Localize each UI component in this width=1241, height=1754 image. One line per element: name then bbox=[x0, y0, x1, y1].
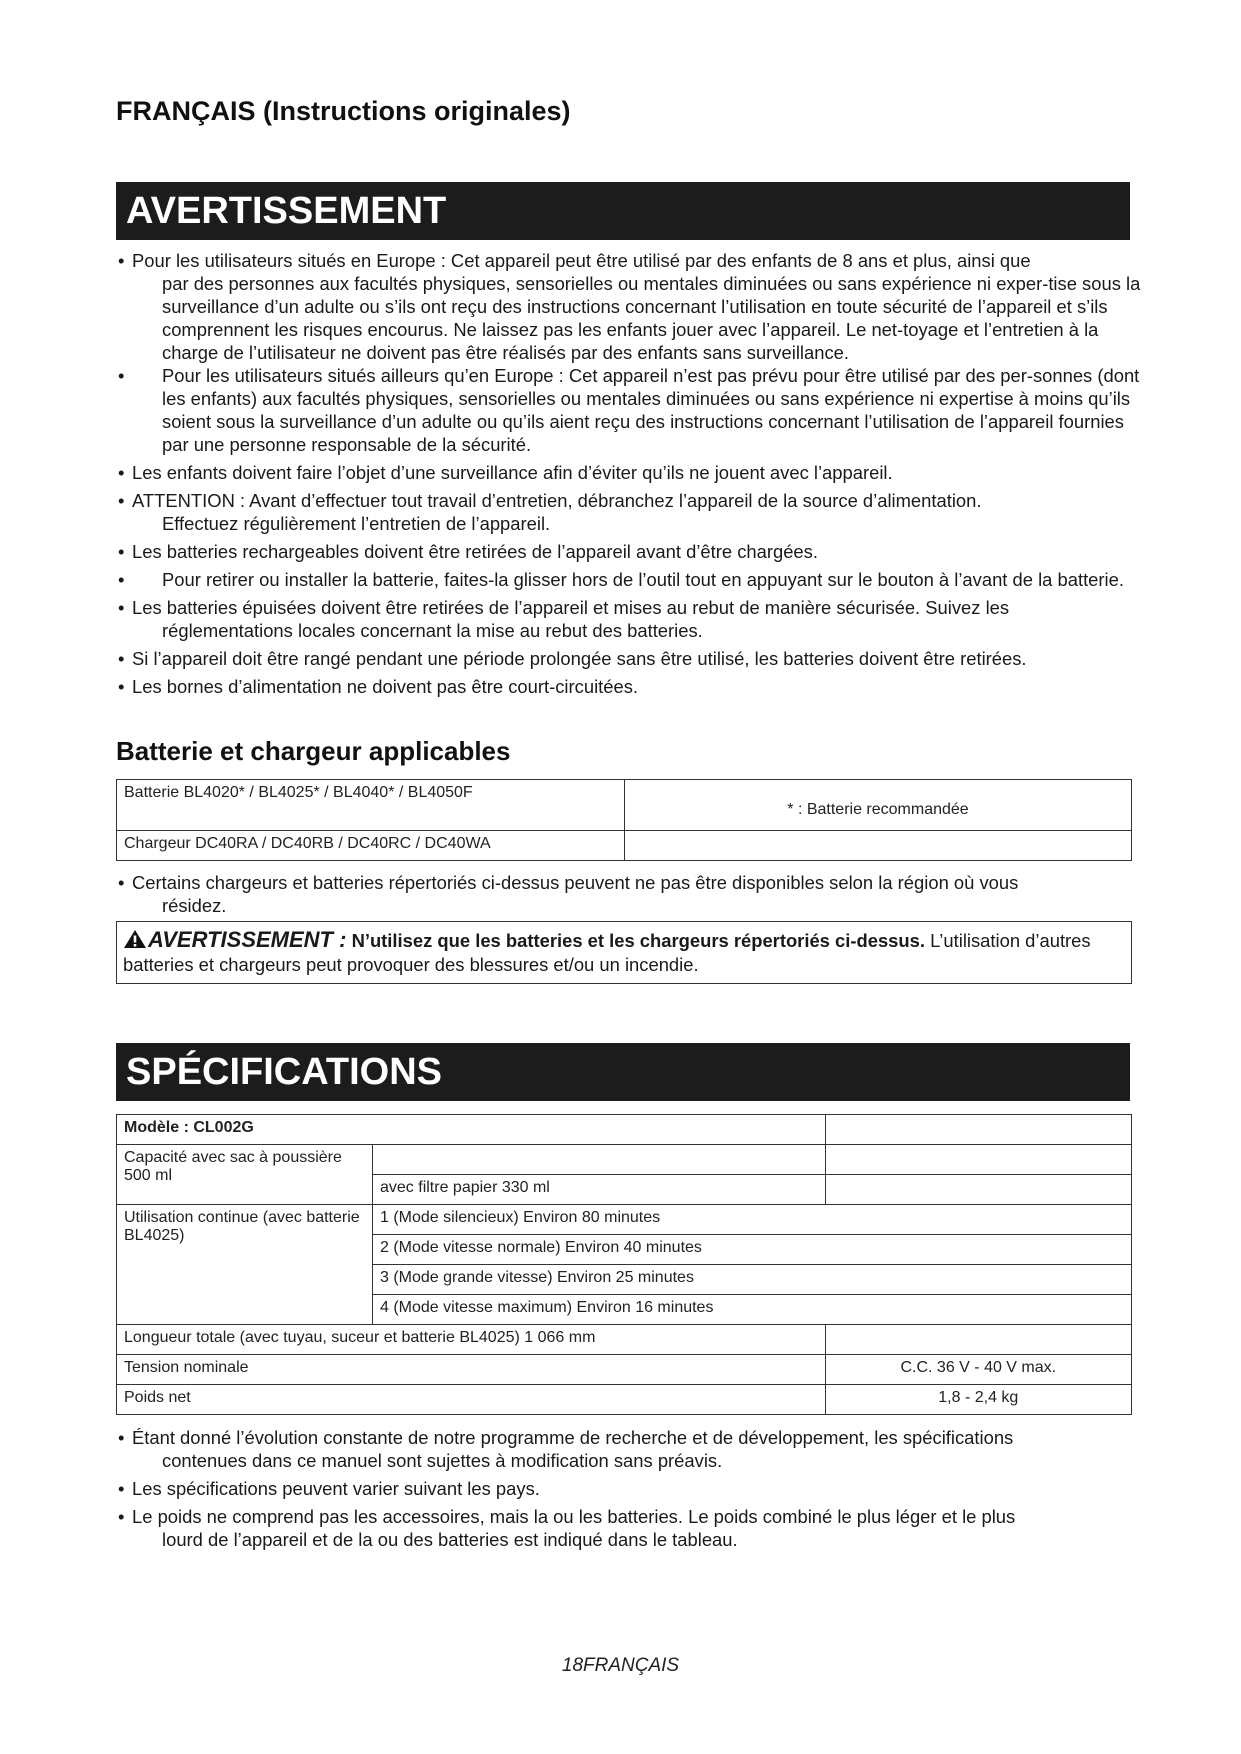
voltage-value: C.C. 36 V - 40 V max. bbox=[825, 1355, 1131, 1385]
weight-value: 1,8 - 2,4 kg bbox=[825, 1385, 1131, 1415]
mode-row: 4 (Mode vitesse maximum) Environ 16 minutes bbox=[373, 1295, 1132, 1325]
page-number: 18FRANÇAIS bbox=[561, 1655, 680, 1676]
list-item: • Étant donné l’évolution constante de notre programme de recherche et de développement, les spécifications contenues dans ce manuel sont sujettes à modification sans préavis. bbox=[118, 1427, 1014, 1471]
specifications-table bbox=[116, 1114, 1132, 1415]
list-item: • Pour les utilisateurs situés en Europe : Cet appareil peut être utilisé par des enfants de 8 ans et plus, ainsi que par des personnes aux facultés physiques, sensorielles ou mentales diminuées ou sans expérience ni exper-tise sous la surveillance d’un adulte ou s’ils ont reçu des instructions concernant l’utilisation en toute sécurité de l’appareil et s’ils comprennent les risques encourus. Ne laissez pas les enfants jouer avec l’appareil. Le net-toyage et l’entretien à la charge de l’utilisateur ne doivent pas être réalisés par des enfants sans surveillance. bbox=[118, 250, 1141, 363]
empty-cell bbox=[825, 1325, 1131, 1355]
mode-row: 3 (Mode grande vitesse) Environ 25 minutes bbox=[373, 1265, 1132, 1295]
battery-charger-table bbox=[116, 779, 1132, 861]
specification-notes bbox=[116, 1426, 1146, 1556]
warning-list bbox=[116, 249, 1146, 703]
region-availability-note: • Certains chargeurs et batteries répertoriés ci-dessus peuvent ne pas être disponibles selon la région où vous résidez. bbox=[118, 872, 1019, 916]
list-item: • Les spécifications peuvent varier suivant les pays. bbox=[118, 1478, 540, 1499]
capacity-label: Capacité avec sac à poussière 500 ml bbox=[117, 1145, 373, 1205]
warning-banner: AVERTISSEMENT bbox=[116, 182, 1130, 240]
empty-cell bbox=[825, 1115, 1131, 1145]
empty-cell bbox=[825, 1145, 1131, 1175]
recommended-battery-note: * : Batterie recommandée bbox=[625, 780, 1132, 831]
list-item: • Les enfants doivent faire l’objet d’une surveillance afin d’éviter qu’ils ne jouent avec l’appareil. bbox=[118, 462, 893, 483]
list-item: • Pour les utilisateurs situés ailleurs qu’en Europe : Cet appareil n’est pas prévu pour être utilisé par des per-sonnes (dont les enfants) aux facultés physiques, sensorielles ou mentales diminuées ou sans expérience ni expertise à moins qu’ils soient sous la surveillance d’un adulte ou qu’ils aient reçu des instructions concernant l’utilisation de l’appareil fournies par une personne responsable de la sécurité. bbox=[118, 365, 1140, 455]
list-item: • ATTENTION : Avant d’effectuer tout travail d’entretien, débranchez l’appareil de la source d’alimentation. Effectuez régulièrement l’entretien de l’appareil. bbox=[118, 490, 982, 534]
list-item: • Si l’appareil doit être rangé pendant une période prolongée sans être utilisé, les batteries doivent être retirées. bbox=[118, 648, 1027, 669]
empty-cell bbox=[373, 1145, 826, 1175]
weight-label: Poids net bbox=[117, 1385, 826, 1415]
list-item: • Les bornes d’alimentation ne doivent pas être court-circuitées. bbox=[118, 676, 639, 697]
list-item: • Les batteries épuisées doivent être retirées de l’appareil et mises au rebut de manière sécurisée. Suivez les réglementations locales concernant la mise au rebut des batteries. bbox=[118, 597, 1010, 641]
warning-triangle-icon bbox=[123, 929, 147, 949]
empty-cell bbox=[825, 1175, 1131, 1205]
mode-row: 1 (Mode silencieux) Environ 80 minutes bbox=[373, 1205, 1132, 1235]
battery-warning-box: AVERTISSEMENT : N’utilisez que les batteries et les chargeurs répertoriés ci-dessus. L’utilisation d’autres batteries et chargeurs peut provoquer des blessures et/ou un incendie. bbox=[116, 921, 1132, 984]
model-cell: Modèle : CL002G bbox=[117, 1115, 826, 1145]
battery-models-cell: Batterie BL4020* / BL4025* / BL4040* / BL4050F bbox=[117, 780, 625, 831]
list-item: • Les batteries rechargeables doivent être retirées de l’appareil avant d’être chargées. bbox=[118, 541, 818, 562]
continuous-use-label: Utilisation continue (avec batterie BL4025) bbox=[117, 1205, 373, 1325]
mode-row: 2 (Mode vitesse normale) Environ 40 minutes bbox=[373, 1235, 1132, 1265]
specifications-banner: SPÉCIFICATIONS bbox=[116, 1043, 1130, 1101]
page-language-title: FRANÇAIS (Instructions originales) bbox=[116, 96, 571, 126]
list-item: • Le poids ne comprend pas les accessoires, mais la ou les batteries. Le poids combiné le plus léger et le plus lourd de l’appareil et de la ou des batteries est indiqué dans le tableau. bbox=[118, 1506, 1016, 1550]
empty-cell bbox=[625, 831, 1132, 861]
battery-section-title: Batterie et chargeur applicables bbox=[116, 736, 511, 766]
voltage-label: Tension nominale bbox=[117, 1355, 826, 1385]
list-item: • Pour retirer ou installer la batterie, faites-la glisser hors de l’outil tout en appuyant sur le bouton à l’avant de la batterie. bbox=[118, 569, 1124, 590]
capacity-paper-filter: avec filtre papier 330 ml bbox=[373, 1175, 826, 1205]
total-length-cell: Longueur totale (avec tuyau, suceur et batterie BL4025) 1 066 mm bbox=[117, 1325, 826, 1355]
charger-models-cell: Chargeur DC40RA / DC40RB / DC40RC / DC40WA bbox=[117, 831, 625, 861]
